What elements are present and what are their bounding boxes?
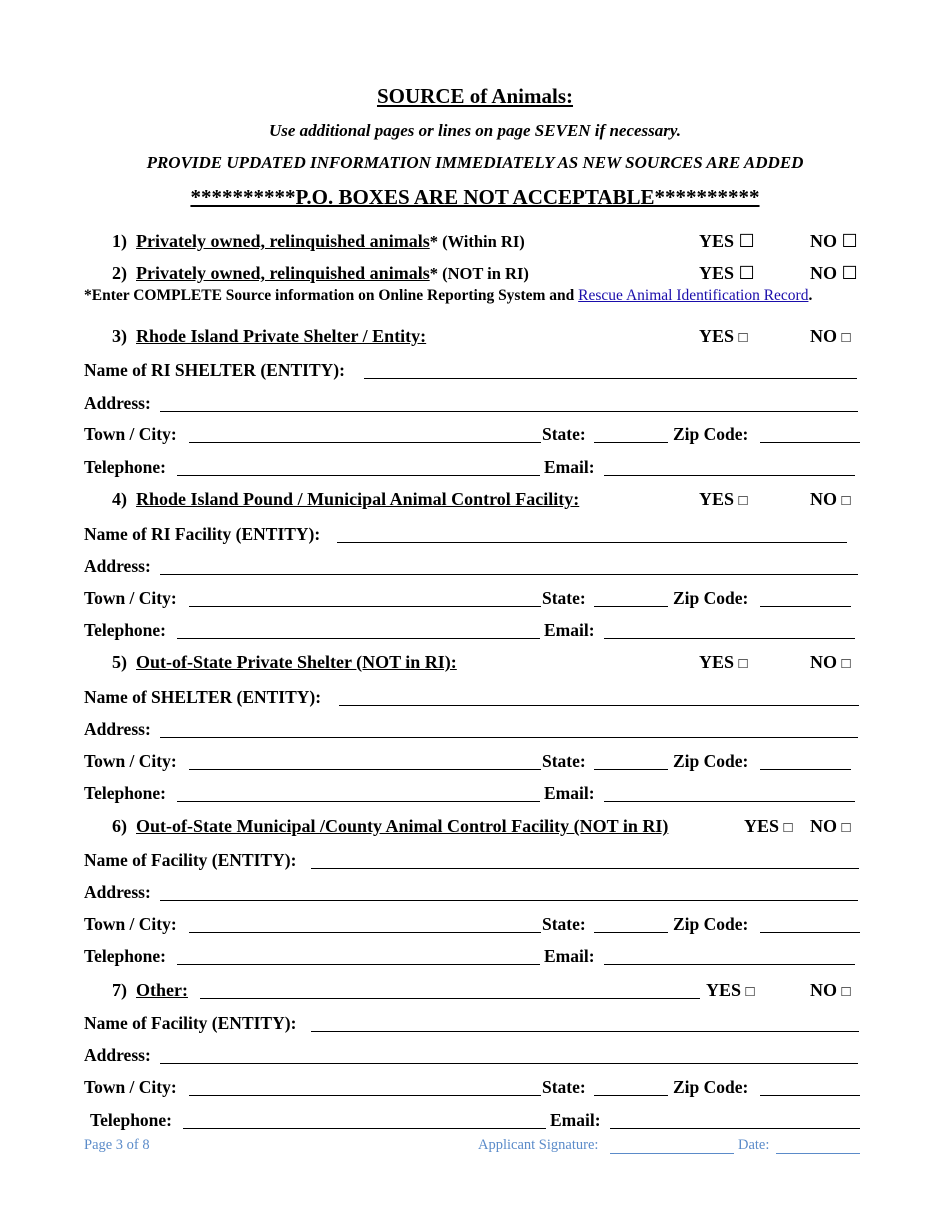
q3-town-label: Town / City: — [84, 424, 177, 444]
q4-email-input[interactable] — [604, 638, 855, 639]
q5-zip-label: Zip Code: — [673, 751, 749, 771]
q7-name-input[interactable] — [311, 1031, 859, 1032]
q4-telephone-label: Telephone: — [84, 620, 167, 640]
question-suffix: * (NOT in RI) — [429, 264, 529, 283]
q7-yes-option[interactable]: YES □ — [706, 980, 755, 1000]
q3-town-input[interactable] — [189, 442, 541, 443]
page-title: SOURCE of Animals: — [376, 84, 574, 108]
question-label: Out-of-State Private Shelter (NOT in RI): — [136, 652, 457, 672]
q7-email-input[interactable] — [610, 1128, 860, 1129]
q6-town-label: Town / City: — [84, 914, 177, 934]
q5-no-option[interactable]: NO □ — [810, 652, 851, 672]
q3-telephone-input[interactable] — [177, 475, 540, 476]
q6-name-input[interactable] — [311, 868, 859, 869]
question-number: 6) — [112, 816, 127, 836]
q3-zip-label: Zip Code: — [673, 424, 749, 444]
q5-telephone-input[interactable] — [177, 801, 540, 802]
signature-label: Applicant Signature: — [478, 1137, 599, 1153]
no-checkbox[interactable]: ☐ — [841, 263, 858, 283]
yes-checkbox[interactable]: ☐ — [738, 231, 755, 251]
q7-state-input[interactable] — [594, 1095, 668, 1096]
yes-checkbox[interactable]: □ — [738, 493, 748, 509]
q6-address-input[interactable] — [160, 900, 858, 901]
q6-yes-option[interactable]: YES □ — [744, 816, 793, 836]
q2-yes-option[interactable]: YES ☐ — [699, 263, 755, 283]
question-label: Rhode Island Pound / Municipal Animal Control Facility: — [136, 489, 580, 509]
question-number: 1) — [112, 231, 127, 251]
q6-email-input[interactable] — [604, 964, 855, 965]
question-1 — [112, 231, 525, 252]
q4-address-input[interactable] — [160, 574, 858, 575]
question-label: Out-of-State Municipal /County Animal Control Facility (NOT in RI) — [136, 816, 669, 836]
q3-address-input[interactable] — [160, 411, 858, 412]
q5-yes-option[interactable]: YES □ — [699, 652, 748, 672]
q7-address-label: Address: — [84, 1045, 151, 1065]
q6-zip-input[interactable] — [760, 932, 860, 933]
q5-email-label: Email: — [544, 783, 595, 803]
q6-name-label: Name of Facility (ENTITY): — [84, 850, 297, 870]
q5-name-label: Name of SHELTER (ENTITY): — [84, 687, 322, 707]
q7-town-input[interactable] — [189, 1095, 541, 1096]
q7-zip-label: Zip Code: — [673, 1077, 749, 1097]
q4-zip-label: Zip Code: — [673, 588, 749, 608]
no-checkbox[interactable]: □ — [841, 820, 851, 836]
page-number: Page 3 of 8 — [84, 1137, 150, 1153]
q3-email-input[interactable] — [604, 475, 855, 476]
question-label: Other: — [136, 980, 188, 1000]
q6-telephone-label: Telephone: — [84, 946, 167, 966]
q4-address-label: Address: — [84, 556, 151, 576]
q5-address-input[interactable] — [160, 737, 858, 738]
question-suffix: * (Within RI) — [429, 232, 525, 251]
q7-name-label: Name of Facility (ENTITY): — [84, 1013, 297, 1033]
q6-email-label: Email: — [544, 946, 595, 966]
q1-yes-option[interactable]: YES ☐ — [699, 231, 755, 251]
q6-zip-label: Zip Code: — [673, 914, 749, 934]
q5-town-input[interactable] — [189, 769, 541, 770]
q4-name-label: Name of RI Facility (ENTITY): — [84, 524, 321, 544]
q6-address-label: Address: — [84, 882, 151, 902]
q5-telephone-label: Telephone: — [84, 783, 167, 803]
q1-no-option[interactable]: NO ☐ — [810, 231, 858, 251]
q5-state-label: State: — [542, 751, 586, 771]
yes-checkbox[interactable]: □ — [738, 330, 748, 346]
q7-address-input[interactable] — [160, 1063, 858, 1064]
stars-right: ********** — [654, 185, 760, 209]
q4-town-label: Town / City: — [84, 588, 177, 608]
q4-telephone-input[interactable] — [177, 638, 540, 639]
po-box-text: P.O. BOXES ARE NOT ACCEPTABLE — [295, 185, 655, 209]
q4-state-input[interactable] — [594, 606, 668, 607]
q5-zip-input[interactable] — [760, 769, 851, 770]
question-7 — [112, 980, 188, 1001]
q7-no-option[interactable]: NO □ — [810, 980, 851, 1000]
question-5 — [112, 652, 457, 673]
q6-telephone-input[interactable] — [177, 964, 540, 965]
date-label: Date: — [738, 1137, 770, 1153]
question-6 — [112, 816, 668, 837]
q7-zip-input[interactable] — [760, 1095, 860, 1096]
no-checkbox[interactable]: □ — [841, 493, 851, 509]
question-4 — [112, 489, 579, 510]
yes-checkbox[interactable]: □ — [738, 656, 748, 672]
q7-telephone-input[interactable] — [183, 1128, 546, 1129]
q5-state-input[interactable] — [594, 769, 668, 770]
no-checkbox[interactable]: □ — [841, 330, 851, 346]
q2-no-option[interactable]: NO ☐ — [810, 263, 858, 283]
q6-town-input[interactable] — [189, 932, 541, 933]
q4-name-input[interactable] — [337, 542, 847, 543]
q6-no-option[interactable]: NO □ — [810, 816, 851, 836]
question-3 — [112, 326, 426, 347]
q6-state-label: State: — [542, 914, 586, 934]
no-checkbox[interactable]: ☐ — [841, 231, 858, 251]
q5-address-label: Address: — [84, 719, 151, 739]
q4-zip-input[interactable] — [760, 606, 851, 607]
q7-other-input[interactable] — [200, 998, 700, 999]
signature-input[interactable] — [610, 1153, 734, 1154]
q3-name-label: Name of RI SHELTER (ENTITY): — [84, 360, 345, 380]
q7-town-label: Town / City: — [84, 1077, 177, 1097]
question-label: Privately owned, relinquished animals — [136, 231, 430, 251]
source-info-note: *Enter COMPLETE Source information on Online Reporting System and Rescue Animal Identification Record. — [84, 287, 813, 304]
q7-state-label: State: — [542, 1077, 586, 1097]
q7-email-label: Email: — [550, 1110, 601, 1130]
q3-state-input[interactable] — [594, 442, 668, 443]
question-number: 7) — [112, 980, 127, 1000]
q3-zip-input[interactable] — [760, 442, 860, 443]
no-checkbox[interactable]: □ — [841, 984, 851, 1000]
question-label: Privately owned, relinquished animals — [136, 263, 430, 283]
no-checkbox[interactable]: □ — [841, 656, 851, 672]
q4-no-option[interactable]: NO □ — [810, 489, 851, 509]
instruction-updated-info: PROVIDE UPDATED INFORMATION IMMEDIATELY AS NEW SOURCES ARE ADDED — [146, 153, 804, 172]
yes-checkbox[interactable]: ☐ — [738, 263, 755, 283]
stars-left: ********** — [190, 185, 296, 209]
q6-state-input[interactable] — [594, 932, 668, 933]
question-number: 5) — [112, 652, 127, 672]
question-label: Rhode Island Private Shelter / Entity: — [136, 326, 427, 346]
q4-email-label: Email: — [544, 620, 595, 640]
question-2 — [112, 263, 529, 284]
q4-town-input[interactable] — [189, 606, 541, 607]
q4-state-label: State: — [542, 588, 586, 608]
yes-checkbox[interactable]: □ — [745, 984, 755, 1000]
q3-email-label: Email: — [544, 457, 595, 477]
q5-town-label: Town / City: — [84, 751, 177, 771]
q7-telephone-label: Telephone: — [90, 1110, 173, 1130]
q3-name-input[interactable] — [364, 378, 857, 379]
question-number: 4) — [112, 489, 127, 509]
yes-checkbox[interactable]: □ — [783, 820, 793, 836]
date-input[interactable] — [776, 1153, 860, 1154]
rescue-record-link[interactable]: Rescue Animal Identification Record — [578, 287, 809, 304]
q3-telephone-label: Telephone: — [84, 457, 167, 477]
q4-yes-option[interactable]: YES □ — [699, 489, 748, 509]
q3-state-label: State: — [542, 424, 586, 444]
q3-no-option[interactable]: NO □ — [810, 326, 851, 346]
question-number: 2) — [112, 263, 127, 283]
q3-yes-option[interactable]: YES □ — [699, 326, 748, 346]
q5-name-input[interactable] — [339, 705, 859, 706]
question-number: 3) — [112, 326, 127, 346]
po-box-warning — [0, 185, 950, 210]
q3-address-label: Address: — [84, 393, 151, 413]
instruction-additional-pages: Use additional pages or lines on page SEVEN if necessary. — [268, 121, 682, 140]
q5-email-input[interactable] — [604, 801, 855, 802]
